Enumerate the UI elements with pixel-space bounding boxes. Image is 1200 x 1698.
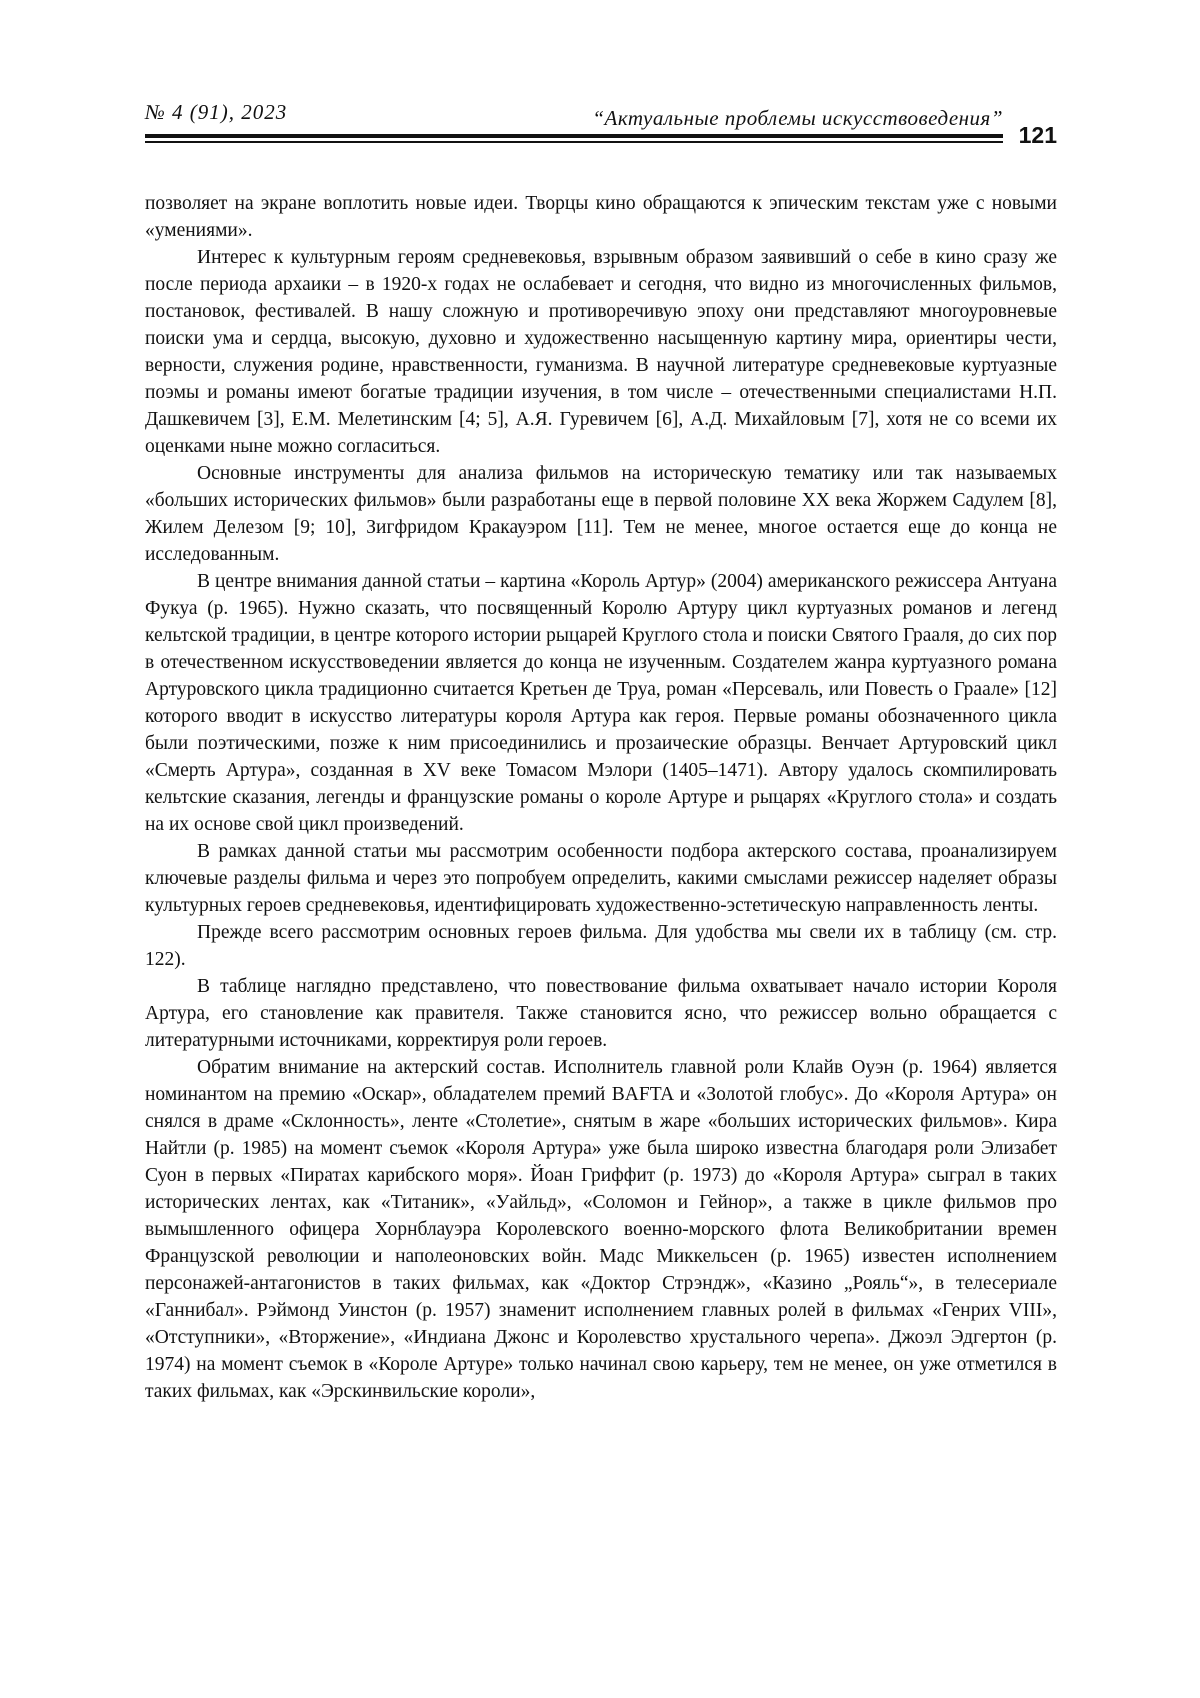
paragraph: В центре внимания данной статьи – картина «Король Артур» (2004) американского режиссера Антуана Фукуа (р. 1965). Нужно сказать, что посвященный Королю Артуру цикл куртуазных романов и легенд кельтской традиции, в центре которого истории рыцарей Круглого стола и поиски Святого Грааля, до сих пор в отечественном искусствоведении является до конца не изученным. Создателем жанра куртуазного романа Артуровского цикла традиционно считается Кретьен де Труа, роман «Персеваль, или Повесть о Граале» [12] которого вводит в искусство литературы короля Артура как героя. Первые романы обозначенного цикла были поэтическими, позже к ним присоединились и прозаические образцы. Венчает Артуровский цикл «Смерть Артура», созданная в XV веке Томасом Мэлори (1405–1471). Автору удалось скомпилировать кельтские сказания, легенды и французские романы о короле Артуре и рыцарях «Круглого стола» и создать на их основе свой цикл произведений.	[145, 568, 1057, 838]
header-rule-thick	[145, 134, 1003, 138]
paragraph: В таблице наглядно представлено, что повествование фильма охватывает начало истории Короля Артура, его становление как правителя. Также становится ясно, что режиссер вольно обращается с литературными источниками, корректируя роли героев.	[145, 973, 1057, 1054]
running-header	[145, 100, 1057, 148]
paragraph: Обратим внимание на актерский состав. Исполнитель главной роли Клайв Оуэн (р. 1964) является номинантом на премию «Оскар», обладателем премий BAFTA и «Золотой глобус». До «Короля Артура» он снялся в драме «Склонность», ленте «Столетие», снятым в жаре «больших исторических фильмов». Кира Найтли (р. 1985) на момент съемок «Короля Артура» уже была широко известна благодаря роли Элизабет Суон в первых «Пиратах карибского моря». Йоан Гриффит (р. 1973) до «Короля Артура» сыграл в таких исторических лентах, как «Титаник», «Уайльд», «Соломон и Гейнор», а также в цикле фильмов про вымышленного офицера Хорнблауэра Королевского военно-морского флота Великобритании времен Французской революции и наполеоновских войн. Мадс Миккельсен (р. 1965) известен исполнением персонажей-антагонистов в таких фильмах, как «Доктор Стрэндж», «Казино „Рояль“», в телесериале «Ганнибал». Рэймонд Уинстон (р. 1957) знаменит исполнением главных ролей в фильмах «Генрих VIII», «Отступники», «Вторжение», «Индиана Джонс и Королевство хрустального черепа». Джоэл Эдгертон (р. 1974) на момент съемок в «Короле Артуре» только начинал свою карьеру, тем не менее, он уже отметился в таких фильмах, как «Эрскинвильские короли»,	[145, 1054, 1057, 1405]
page-number: 121	[1019, 122, 1057, 149]
journal-title: “Актуальные проблемы искусствоведения”	[592, 106, 1003, 131]
paragraph: Основные инструменты для анализа фильмов на историческую тематику или так называемых «больших исторических фильмов» были разработаны еще в первой половине XX века Жоржем Садулем [8], Жилем Делезом [9; 10], Зигфридом Кракауэром [11]. Тем не менее, многое остается еще до конца не исследованным.	[145, 460, 1057, 568]
paragraph: позволяет на экране воплотить новые идеи. Творцы кино обращаются к эпическим текстам уже с новыми «умениями».	[145, 190, 1057, 244]
article-body	[145, 190, 1057, 1405]
header-rule-thin	[145, 141, 1003, 143]
issue-number: № 4 (91), 2023	[145, 100, 287, 125]
paragraph: В рамках данной статьи мы рассмотрим особенности подбора актерского состава, проанализируем ключевые разделы фильма и через это попробуем определить, какими смыслами режиссер наделяет образы культурных героев средневековья, идентифицировать художественно-эстетическую направленность ленты.	[145, 838, 1057, 919]
paragraph: Прежде всего рассмотрим основных героев фильма. Для удобства мы свели их в таблицу (см. стр. 122).	[145, 919, 1057, 973]
paragraph: Интерес к культурным героям средневековья, взрывным образом заявивший о себе в кино сразу же после периода архаики – в 1920-х годах не ослабевает и сегодня, что видно из многочисленных фильмов, постановок, фестивалей. В нашу сложную и противоречивую эпоху они представляют многоуровневые поиски ума и сердца, высокую, духовно и художественно насыщенную картину мира, ориентиры чести, верности, служения родине, нравственности, гуманизма. В научной литературе средневековые куртуазные поэмы и романы имеют богатые традиции изучения, в том числе – отечественными специалистами Н.П. Дашкевичем [3], Е.М. Мелетинским [4; 5], А.Я. Гуревичем [6], А.Д. Михайловым [7], хотя не со всеми их оценками ныне можно согласиться.	[145, 244, 1057, 460]
